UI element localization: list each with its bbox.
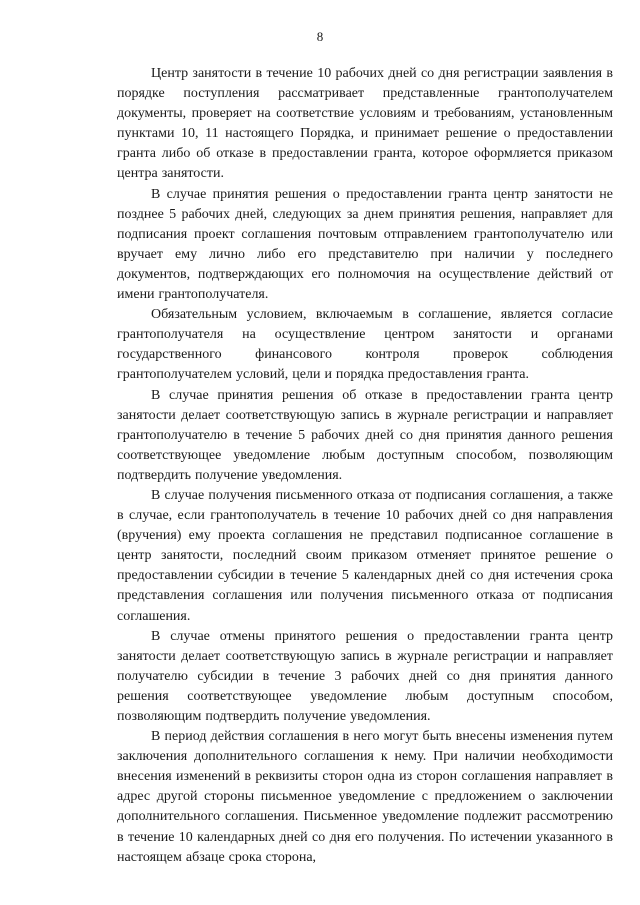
- paragraph-signing-refusal: В случае получения письменного отказа от подписания соглашения, а также в случае, если грантополучатель в течение 10 рабочих дней со дня направления (вручения) ему проекта соглашения не представил подписанное соглашение в центр занятости, последний своим приказом отменяет принятое решение о предоставлении субсидии в течение 5 календарных дней со дня истечения срока представления соглашения или получения письменного отказа от подписания соглашения.: [117, 487, 613, 624]
- paragraph-mandatory-condition: Обязательным условием, включаемым в соглашение, является согласие грантополучателя на осуществление центром занятости и органами государственного финансового контроля проверок соблюдения грантополучателем условий, цели и порядка предоставления гранта.: [117, 307, 613, 383]
- paragraph-grant-refusal: В случае принятия решения об отказе в предоставлении гранта центр занятости делает соответствующую запись в журнале регистрации и направляет грантополучателю в течение 5 рабочих дней со дня принятия данного решения соответствующее уведомление любым доступным способом, позволяющим подтвердить получение уведомления.: [117, 387, 613, 483]
- paragraph-decision-cancellation: В случае отмены принятого решения о предоставлении гранта центр занятости делает соответствующую запись в журнале регистрации и направляет получателю субсидии в течение 3 рабочих дней со дня принятия данного решения соответствующее уведомление любым доступным способом, позволяющим подтвердить получение уведомления.: [117, 628, 613, 724]
- document-body: [117, 64, 613, 868]
- paragraph-grant-approval: В случае принятия решения о предоставлении гранта центр занятости не позднее 5 рабочих дней, следующих за днем принятия решения, направляет для подписания проект соглашения почтовым отправлением грантополучателю или вручает ему лично либо его представителю при наличии у последнего документов, подтверждающих его полномочия на осуществление действий от имени грантополучателя.: [117, 186, 613, 303]
- page-number: 8: [316, 29, 324, 44]
- paragraph-agreement-changes: В период действия соглашения в него могут быть внесены изменения путем заключения дополнительного соглашения к нему. При наличии необходимости внесения изменений в реквизиты сторон одна из сторон соглашения направляет в адрес другой стороны письменное уведомление с предложением о заключении дополнительного соглашения. Письменное уведомление подлежит рассмотрению в течение 10 календарных дней со дня его получения. По истечении указанного в настоящем абзаце срока сторона,: [117, 729, 613, 865]
- paragraph-grant-review: Центр занятости в течение 10 рабочих дней со дня регистрации заявления в порядке поступления рассматривает представленные грантополучателем документы, проверяет на соответствие условиям и требованиям, установленным пунктами 10, 11 настоящего Порядка, и принимает решение о предоставлении гранта либо об отказе в предоставлении гранта, которое оформляется приказом центра занятости.: [117, 66, 613, 182]
